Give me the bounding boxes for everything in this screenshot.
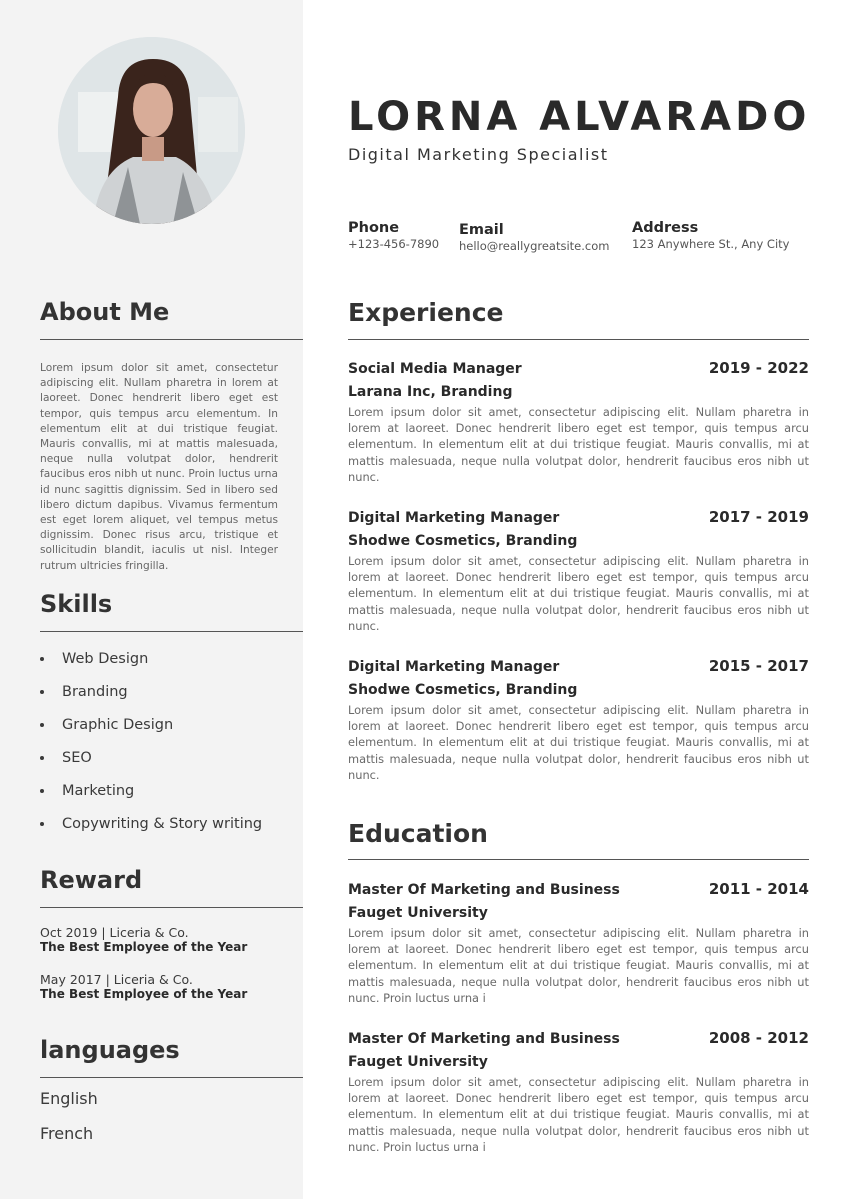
contact-email	[459, 221, 609, 253]
job-years: 2015 - 2017	[708, 657, 809, 675]
reward-meta: May 2017 | Liceria & Co.	[40, 972, 193, 987]
skill-item: Branding	[40, 679, 302, 712]
job-company: Shodwe Cosmetics, Branding	[348, 682, 578, 698]
about-title: About Me	[40, 298, 170, 326]
experience-entry	[348, 358, 809, 485]
skill-item: Graphic Design	[40, 712, 302, 745]
school-name: Fauget University	[348, 905, 488, 921]
profile-role: Digital Marketing Specialist	[348, 145, 609, 164]
education-entry	[348, 879, 809, 1006]
reward-item	[40, 973, 302, 1001]
reward-name: The Best Employee of the Year	[40, 940, 248, 954]
education-entry	[348, 1028, 809, 1155]
job-description: Lorem ipsum dolor sit amet, consectetur adipiscing elit. Nullam pharetra in lorem at laoreet. Donec hendrerit libero eget est tempor, quis tempus arcu elementum. In elementum elit at dui tristique feugiat. Mauris convallis, mi at mattis malesuada, neque nulla volutpat dolor, hendrerit faucibus eros nibh ut nunc.	[348, 554, 809, 633]
job-years: 2017 - 2019	[708, 508, 809, 526]
profile-name: LORNA ALVARADO	[348, 94, 811, 140]
job-description: Lorem ipsum dolor sit amet, consectetur adipiscing elit. Nullam pharetra in lorem at laoreet. Donec hendrerit libero eget est tempor, quis tempus arcu elementum. In elementum elit at dui tristique feugiat. Mauris convallis, mi at mattis malesuada, neque nulla volutpat dolor, hendrerit faucibus eros nibh ut nunc.	[348, 703, 809, 782]
job-title: Digital Marketing Manager	[348, 659, 560, 675]
skills-list	[40, 646, 302, 844]
skills-title: Skills	[40, 590, 113, 618]
phone-label: Phone	[348, 220, 400, 236]
education-title: Education	[348, 819, 488, 848]
job-company: Larana Inc, Branding	[348, 384, 513, 400]
reward-divider	[40, 907, 303, 908]
education-divider	[348, 859, 809, 860]
education-description: Lorem ipsum dolor sit amet, consectetur adipiscing elit. Nullam pharetra in lorem at laoreet. Donec hendrerit libero eget est tempor, quis tempus arcu elementum. In elementum elit at dui tristique feugiat. Mauris convallis, mi at mattis malesuada, neque nulla volutpat dolor, hendrerit faucibus eros nibh ut nunc. Proin luctus urna i	[348, 926, 809, 1005]
address-label: Address	[632, 220, 699, 236]
portrait-photo-icon	[58, 37, 245, 224]
skill-item: Web Design	[40, 646, 302, 679]
education-description: Lorem ipsum dolor sit amet, consectetur adipiscing elit. Nullam pharetra in lorem at laoreet. Donec hendrerit libero eget est tempor, quis tempus arcu elementum. In elementum elit at dui tristique feugiat. Mauris convallis, mi at mattis malesuada, neque nulla volutpat dolor, hendrerit faucibus eros nibh ut nunc. Proin luctus urna i	[348, 1075, 809, 1154]
reward-title: Reward	[40, 866, 143, 894]
languages-title: languages	[40, 1036, 180, 1064]
address-value: 123 Anywhere St., Any City	[632, 237, 790, 251]
experience-divider	[348, 339, 809, 340]
school-name: Fauget University	[348, 1054, 488, 1070]
language-item: French	[40, 1124, 94, 1143]
experience-entry	[348, 507, 809, 634]
job-description: Lorem ipsum dolor sit amet, consectetur adipiscing elit. Nullam pharetra in lorem at laoreet. Donec hendrerit libero eget est tempor, quis tempus arcu elementum. In elementum elit at dui tristique feugiat. Mauris convallis, mi at mattis malesuada, neque nulla volutpat dolor, hendrerit faucibus eros nibh ut nunc.	[348, 405, 809, 484]
email-label: Email	[459, 222, 504, 238]
job-years: 2019 - 2022	[708, 359, 809, 377]
experience-entry	[348, 656, 809, 783]
degree-title: Master Of Marketing and Business	[348, 1031, 620, 1047]
reward-name: The Best Employee of the Year	[40, 987, 248, 1001]
about-divider	[40, 339, 303, 340]
language-item: English	[40, 1089, 98, 1108]
email-value: hello@reallygreatsite.com	[459, 239, 610, 253]
skills-divider	[40, 631, 303, 632]
profile-photo	[58, 37, 245, 224]
experience-title: Experience	[348, 298, 504, 327]
skill-item: Marketing	[40, 778, 302, 811]
job-title: Social Media Manager	[348, 361, 522, 377]
languages-divider	[40, 1077, 303, 1078]
degree-years: 2008 - 2012	[708, 1029, 809, 1047]
reward-item	[40, 926, 302, 954]
degree-years: 2011 - 2014	[708, 880, 809, 898]
job-company: Shodwe Cosmetics, Branding	[348, 533, 578, 549]
skill-item: SEO	[40, 745, 302, 778]
reward-meta: Oct 2019 | Liceria & Co.	[40, 925, 189, 940]
degree-title: Master Of Marketing and Business	[348, 882, 620, 898]
job-title: Digital Marketing Manager	[348, 510, 560, 526]
contact-phone	[348, 219, 439, 251]
skill-item: Copywriting & Story writing	[40, 811, 302, 844]
about-text: Lorem ipsum dolor sit amet, consectetur adipiscing elit. Nullam pharetra in lorem at laoreet. Donec hendrerit libero eget est tempor, quis tempus arcu elementum. In elementum elit at dui tristique feugiat. Mauris convallis, mi at mattis malesuada, neque nulla volutpat dolor, hendrerit faucibus eros nibh ut nunc. Proin luctus urna id nunc sagittis dignissim. Sed in libero sed libero dictum dapibus. Vivamus fermentum est eget lorem aliquet, vel tempus metus dignissim. Donec risus arcu, tristique et sollicitudin blandit, iaculis ut nisl. Integer rutrum ultricies fringilla.	[40, 362, 278, 572]
contact-address	[632, 219, 789, 251]
phone-value: +123-456-7890	[348, 237, 440, 251]
